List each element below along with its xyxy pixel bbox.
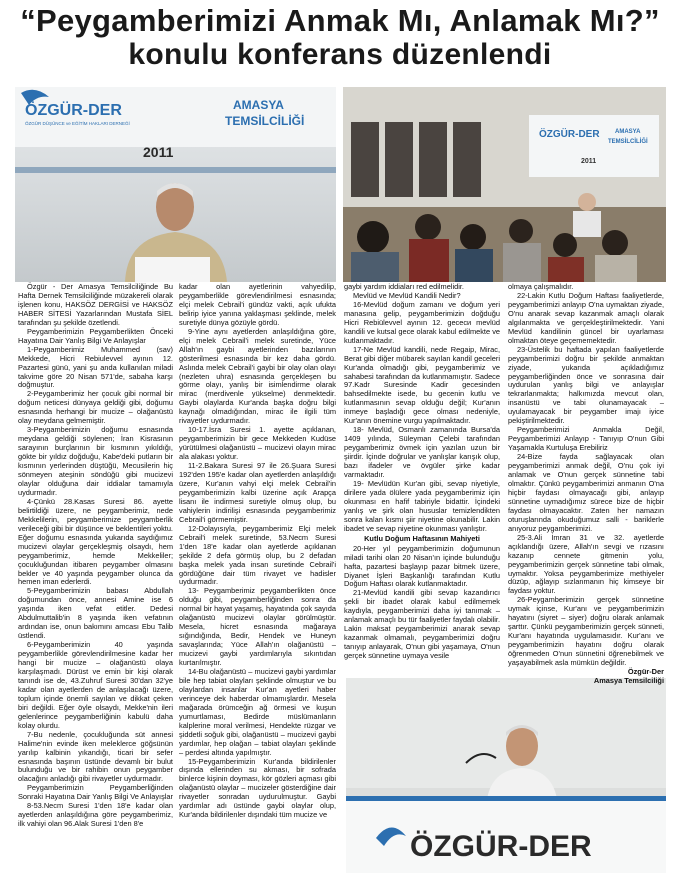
lectern-logo: ÖZGÜR-DER (410, 830, 592, 863)
paragraph: 11-2.Bakara Suresi 97 ile 26.Şuara Suresi 192'den 195'e kadar olan ayetlerden anlaşıldığı üzere, Kur'anın vahyi elçi melek Cebrail'in peygamberimizin kalbi üzerine açık Arapça lisanı ile indirmesi suretiyle olmuş olup, bu vahiylerin indirilişi esnasında peygamberimiz Cebrail'i görmemiştir. (179, 461, 336, 524)
paragraph: kadar olan ayetlerinin vahyedilip, peygamberlikle görevlendirilmesi esnasında; elçi melek Cebrail'i gündüz vakti, açık ufukta belirip iyice yanına yaklaşması şeklinde, melek suretiyle dünya gözüyle gördü. (179, 282, 336, 327)
banner-logo: ÖZGÜR-DER (25, 102, 122, 119)
banner-branch-2: TEMSİLCİLİĞİ (225, 114, 305, 128)
headline-line-2: konulu konferans düzenlendi (128, 38, 552, 71)
banner2-branch: AMASYA (615, 129, 641, 135)
photo-speaker-banner (15, 87, 336, 282)
paragraph: 24-Bize fayda sağlayacak olan peygamberimizi anmak değil, O'nu çok iyi anlamak ve O'nun gerçek sünnetine tabi olmaktır. Çünkü peygamberimizi anmanın O'na hiçbir faydası olmayacağı gibi, anlayıp sünnetine uymadığımız sürece bize de hiçbir faydası olmayacaktır. Zaten her namazın oturuşlarında okuduğumuz salli - bariklerle anıyoruz peygamberimizi. (508, 452, 664, 533)
headline-line-1: “Peygamberimizi Anmak Mı, Anlamak Mı?” (20, 3, 660, 38)
signature-branch: Amasya Temsilciliği (593, 675, 664, 685)
paragraph: 12-Dolayısıyla, peygamberimiz Elçi melek Cebrail'i melek suretinde, 53.Necm Suresi 1'den 18'e kadar olan ayetlerde açıklanan şekilde 2 defa görmüş olup, bu 2 defadan başka melek yada insan suretinde Cebrail'i gördüğüne dair tüm rivayet ve hadisler uydurmadır. (179, 523, 336, 587)
banner-logo-sub: ÖZGÜR DÜŞÜNCE ve EĞİTİM HAKLARI DERNEĞİ (25, 121, 130, 126)
banner-branch: AMASYA (233, 98, 284, 112)
banner-year: 2011 (143, 144, 174, 160)
paragraph: 2-Peygamberimiz her çocuk gibi normal bir doğum neticesi dünyaya geldiği gibi, doğumu esnasında herhangi bir mucize – olağanüstü olay meydana gelmemiştir. (18, 389, 173, 426)
paragraph: 26-Peygamberimizin gerçek sünnetine uymak içinse, Kur'anı ve peygamberimizin hayatını (siyret – siyer) doğru olarak anlamak şarttır. Çünkü peygamberimizin gerçek sünneti, Kur'anı hayatında uygulamasıdır. Kur'anı ve peygamberimizin hayatını doğru olarak öğrenmeden O'nun sünnetini öğrenebilmek ve yaşayabilmek asla mümkün değildir. (508, 595, 664, 668)
paragraph: 5-Peygamberimizin babası Abdullah doğumundan önce, annesi Amine ise 6 yaşında iken vefat etitler. Dedesi Abdulmuttalib'in 8 yaşında iken vefatının ardından ise, onun bakımını amcası Ebu Talib üstlendi. (18, 586, 173, 641)
section-heading: Kutlu Doğum Haftasının Mahiyeti (364, 533, 480, 543)
paragraph: 25-3.Ali İmran 31 ve 32. ayetlerde açıklandığı üzere, Allah'ın sevgi ve rızasını kazanıp cennete gitmenin yolu, peygamberimizin gerçek sünnetine tabi olmak, uymaktır. Yoksa peygamberimize methiyeler düzüp, ağlayıp sızlanmanın hiç kimseye bir faydası yoktur. (508, 532, 664, 596)
paragraph: 8-53.Necm Suresi 1'den 18'e kadar olan ayetlerden anlaşıldığına göre peygamberimiz, ilk vahiyi olan 96.Alak Suresi 1'den 8'e (18, 801, 173, 829)
paragraph: 15-Peygamberimizin Kur'anda bildirilenler dışında ellerinden su akması, bir sofrada binlerce kişinin doyması, kör gözleri açması gibi olağanüstü olaylar – mucizeler gösterdiğine dair rivayetler sonradan uydurulmuştur. Gaybi yardımlar adı üstünde gaybi olaylar olup, Kur'anda bildirilenler dışındaki tüm mucize ve (179, 756, 336, 820)
paragraph: 20-Her yıl peygamberimizin doğumunun miladi tarihi olan 20 Nisan'ın içinde bulunduğu hafta, pazartesi başlayıp pazar bitmek üzere, Diyanet İşleri Başkanlığı tarafından Kutlu Doğum Haftası olarak kutlanmaktadır. (344, 543, 500, 589)
photo-audience (343, 87, 666, 282)
paragraph: 1-Peygamberimiz Muhammed (sav) Mekkede, Hicri Rebiulevvel ayının 12. Pazartesi günü, yani şu anda kullanılan miladi takvime göre 20 Nisan 571'de, sabaha karşı doğmuştur. (18, 344, 173, 390)
paragraph: 7-Bu nedenle, çocukluğunda süt annesi Halime'nin evinde iken meleklerce göğsünün yarılıp kalbinin yıkandığı, ticari bir sefer esnasında başının üstünde devamlı bir bulut bulunduğu ve bir rahibin onun peygamber olacağını anladığı gibi rivayetler uydurmadır. (18, 729, 173, 784)
paragraph: 23-Üstelik bu haftada yapılan faaliyetlerde peygamberimizi doğru bir şekilde anmaktan ziyade, yukarıda açıkladığımız peygamberliğinden önce ve sonrasına dair uydurulan yanlış bilgi ve anlayışlar tekrarlanmakta; halkımızda mevcut olan, insanüstü ve tabi olunamayacak – uyulamayacak bir peygamber imajı iyice pekiştirilmektedir. (508, 344, 664, 426)
signature-org: Özgür-Der (627, 666, 664, 676)
paragraph: 14-Bu olağanüstü – mucizevi gaybi yardımlar bile hep tabiat olayları şeklinde olmuştur ve bu olaylardan insanlar Kur'an ayetleri haber verinceye dek haberdar olmamışlardır. Mesela mağarada örümceğin ağ örmesi ve kuşun yumurtlaması, Bedirde müslümanların kalplerine moral verilmesi, Hendekte rüzgar ve şiddetli soğuk gibi, olağanüstü – mucizevi gaybi yardımlar, hep olağan – tabiat olayları şeklinde – perdesi altında yapılmıştır. (179, 666, 336, 757)
paragraph: 16-Mevlüd doğum zamanı ve doğum yeri manasına gelip, peygamberimizin doğduğu Hicri Rebiülevvel ayının 12. geceси mevlüd kandili ve kutsal gece olarak kabul edilmekte ve kutlanmaktadır. (344, 299, 500, 345)
article-column-1 (18, 283, 173, 829)
paragraph: 3-Peygamberimizin doğumu esnasında meydana geldiği söylenen; İran Kisrasının sarayının burçlarının bir kısmının yıkıldığı, gökte bir yıldız doğduğu, Kabe'deki putların bir kısmının yerlerinden düştüğü, Mecusilerin hiç sönmeyen ateşinin söndüğü gibi mucizevi olaylar olduğuna dair iddialar tamamıyla uydurmadır. (18, 425, 173, 497)
banner2-logo: ÖZGÜR-DER (539, 129, 600, 140)
paragraph: olmaya çalışmalıdır. (508, 282, 574, 291)
paragraph: 21-Mevlüd kandili gibi sevap kazandırıcı şekli bir ibadet olarak kabul edilmemek kaydıyla, peygamberimizi daha iyi tanımak – anlamak amaçlı bu tür faaliyetler faydalı olabilir. Lakin maksat peygamberimizi anarak sevap kazanmak olmamalı, peygamberimizi doğru tanıyıp anlayarak, O'nun gibi yaşamaya, O'nun gerçek sünnetine uymaya vesile (344, 588, 500, 661)
paragraph: 4-Çünkü 28.Kasas Suresi 86. ayette belirtildiği üzere, ne peygamberimiz, nede Mekkelilerin, peygamberimize peygamberlik verileceği gibi bir düşünce ve beklentileri yoktu. Eğer doğumu esnasında yukarıda saydığımız mucizevi olaylar gerçekleşmiş olsaydı, hem peygamberimiz, hemde Mekkeliler; çocukluğundan itibaren peygamber olmasını bekler ve 40 yaşında peygamber olunca da hemen iman ederlerdi. (18, 496, 173, 587)
paragraph: 18- Mevlüd, Osmanlı zamanında Bursa'da 1409 yılında, Süleyman Çelebi tarafından peygamberimiz övmek için yazılan uzun bir şiirdir. İçinde doğrular ve yanlışlar karışık olup, bazı ifadeler ve övgüler şirke kadar varmaktadır. (344, 425, 500, 480)
paragraph: Mevlüd ve Mevlüd Kandili Nedir? (353, 290, 461, 300)
article-column-4 (508, 283, 664, 686)
paragraph: 17-Ne Mevlüd kandili, nede Regaip, Mirac, Berat gibi diğer mübarek sayılan kandil geceleri Kur'anda olmadığı gibi, peygamberimiz ve sahabesi tarafından da kutlanmamıştır. Sadece 97.Kadr Suresinde Kadir gecesinden bahsedilmekte isede, bu gecenin kutlu ve kutlanmasının sevap olduğu değil; Kur'anın inmeye başladığı gece olması nedeniyle, Kur'anın önemine vurgu yapılmaktadır. (344, 344, 500, 426)
banner2-year: 2011 (581, 158, 597, 165)
paragraph: Özgür - Der Amasya Temsilciliğinde Bu Hafta Dernek Temsilciliğinde müzakereli olarak işlenen konu, HAKSÖZ DERGİSİ ve HAKSÖZ HABER SİTESİ Yazarlarından Mustafa SİEL tarafından şu şekilde özetlendi. (18, 282, 173, 327)
paragraph: 10-17.İsra Suresi 1. ayette açıklanan, peygamberimizin bir gece Mekkeden Kudüse yürütülmesi olağanüstü – mucizevi olayın mirac ala alakası yoktur. (179, 425, 336, 462)
paragraph: 9-Yine aynı ayetlerden anlaşıldığına göre, elçi melek Cebrail'i melek suretinde, Yüce Allah'ın gaybi ayetlerinden bazılarının gösterilmesi esnasında bir kez daha gördü. Aslında melek Cebrail'i gaybi bir olay olan olayı (nezleten uhra) esnasında gerçekleşen bu görme olayı, yanlış bir isimlendirme olarak mirac (merdivenle yükselme) denmektedir. Gaybi olaylarda Kur'anda başka doğru bilgi kaynağı olmadığından, mirac ile ilgili tüm rivayetler uydurmadır. (179, 326, 336, 426)
article-column-3 (344, 283, 500, 661)
article-column-2 (179, 283, 336, 820)
paragraph: gaybi yardım iddiaları red edilmelidir. (344, 282, 464, 291)
paragraph: Peygamberimizin Peygamberlikten Önceki Hayatına Dair Yanlış Bilgi Ve Anlayışlar (18, 326, 173, 345)
paragraph: Peygamberimizi Anmakla Değil, Peygamberimizi Anlayıp - Tanıyıp O'nun Gibi Yaşamakla Kurtuluşa Erebiliriz (508, 425, 664, 453)
paragraph: 19- Mevlüdün Kur'an gibi, sevap niyetiyle, dirilere yada ölülere yada peygamberimiz için okunması en hafif tabiriyle bidattir. İçindeki yanlış ve şirk olan hususlar temizlendikten sonra kalan kısmı şiir niyetine okunabilir. Lakin ibadet ve sevap niyetine okunması yanlıştır. (344, 478, 500, 533)
photo-speaker-lectern (346, 675, 666, 873)
paragraph: 6-Peygamberimizin 40 yaşında peygamberlikle görevlendirilmesine kadar her hangi bir mucize – olağanüstü olaya karşılaşmadı. Dürüst ve emin bir kişi olarak tanındı ise de, 43.Zuhruf Suresi 30'dan 32'ye kadar olan ayetlerden de anlaşılacağı üzere, toplum içinde önemli sayılan ve dikkat çeken biri değildi. Eğer öyle olsaydı, Mekke'nin ileri gelenlerince peygamberliğinin kabulü daha kolay olurdu. (18, 640, 173, 730)
paragraph: 22-Lakin Kutlu Doğum Haftası faaliyetlerde, peygamberimizi anlayıp O'na uymaktan ziyade, O'nu anarak sevap kazanmak amaçlı olarak algılanmakta ve gerçekleştirilmektedir. Yani Mevlüd kandilinin güncel bir uyarlaması olmaktan öteye geçememektedir. (508, 290, 664, 345)
headline (0, 4, 680, 72)
banner2-branch-2: TEMSİLCİLİĞİ (608, 139, 648, 145)
paragraph: 13- Peygamberimiz peygamberlikten önce olduğu gibi, peygamberliğinden sonra da normal bir hayat yaşamış, hayatında çok sayıda olağanüstü mucizevi olaylar görülmüştür. Mesela, hicret esnasında mağaraya sığındığında, Bedir, Hendek ve Huneyn savaşlarında; Yüce Allah'ın olağanüstü – mucizevi gaybi yardımlarıyla sıkıntıdan kurtarılmıştır. (179, 586, 336, 668)
paragraph: Peygamberimizin Peygamberliğinden Sonraki Hayatına Dair Yanlış Bilgi Ve Anlayışlar (18, 783, 174, 802)
